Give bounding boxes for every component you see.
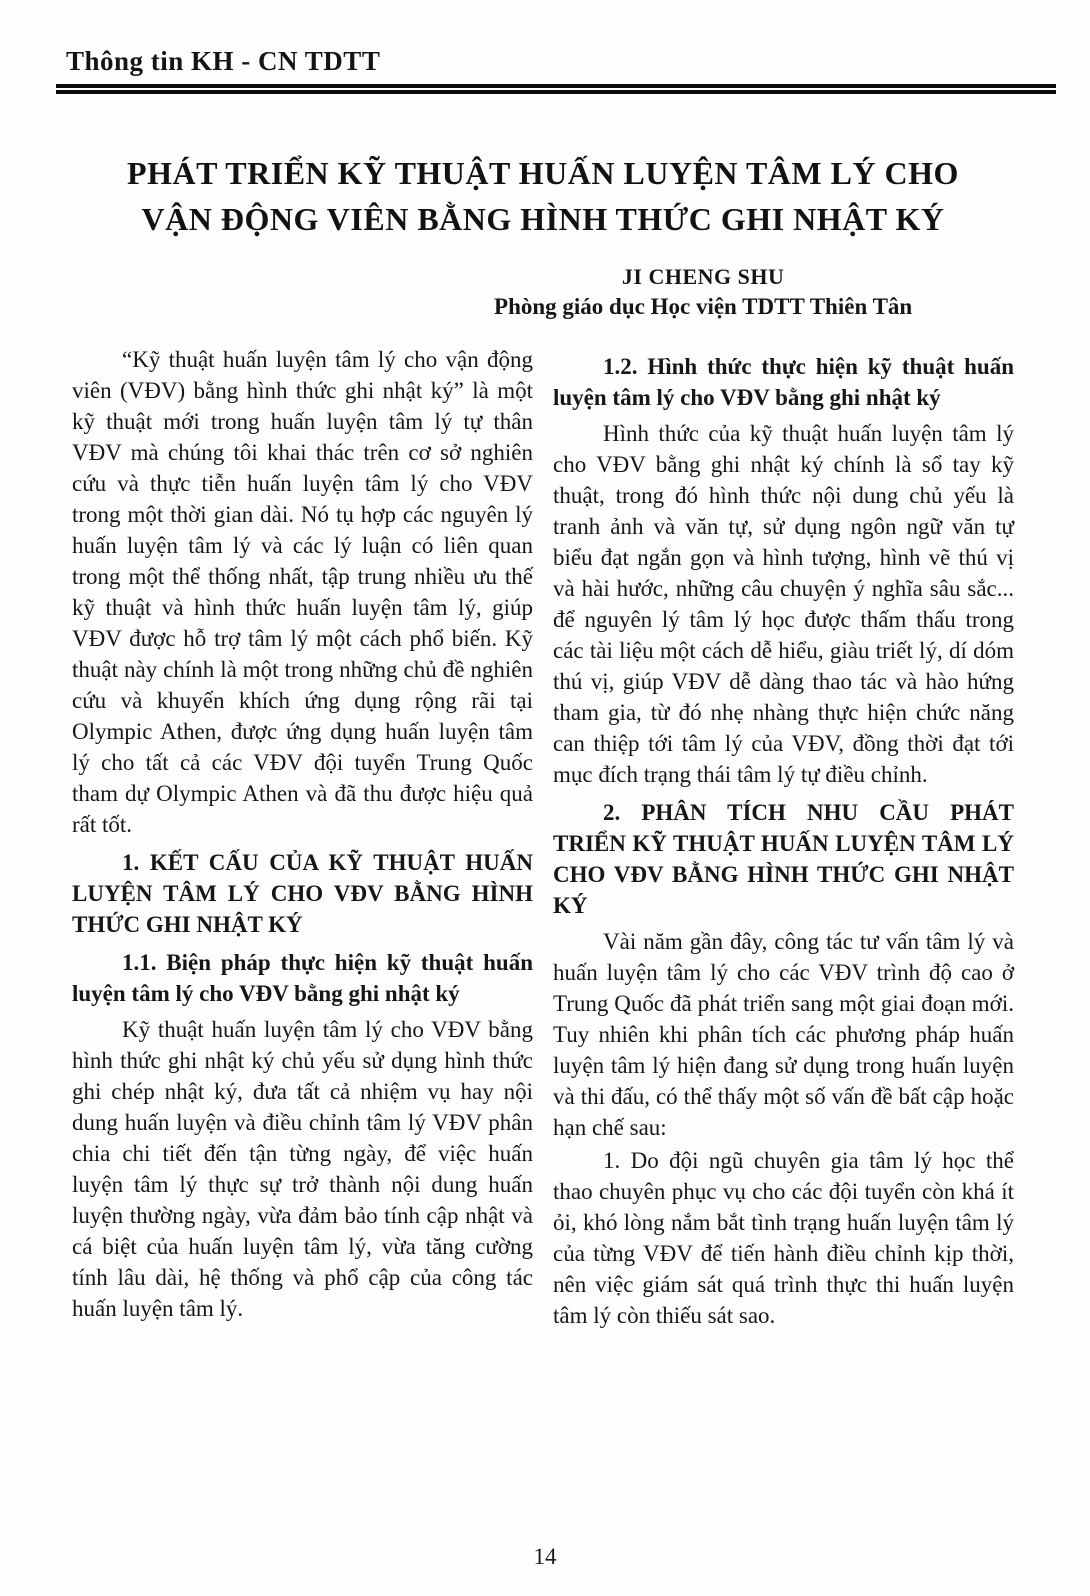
author-name: JI CHENG SHU bbox=[621, 264, 785, 289]
article-title bbox=[72, 150, 1014, 242]
two-column-body bbox=[72, 344, 1014, 1333]
left-paragraph-method: Kỹ thuật huấn luyện tâm lý cho VĐV bằng hình thức ghi nhật ký chủ yếu sử dụng hình thức ghi chép nhật ký, đưa tất cả nhiệm vụ hay nội dung huấn luyện và điều chỉnh tâm lý VĐV phân chia chi tiết đến tận từng ngày, để việc huấn luyện tâm lý thực sự trở thành nội dung huấn luyện thường ngày, vừa đảm bảo tính cập nhật và cá biệt của huấn luyện tâm lý, vừa tăng cường tính lâu dài, hệ thống và phổ cập của công tác huấn luyện tâm lý. bbox=[72, 1017, 533, 1321]
article-title-line2: VẬN ĐỘNG VIÊN BẰNG HÌNH THỨC GHI NHẬT KÝ bbox=[141, 201, 945, 237]
byline bbox=[430, 264, 976, 320]
left-column bbox=[72, 344, 533, 1333]
header-divider-rule bbox=[56, 84, 1056, 94]
right-paragraph-form: Hình thức của kỹ thuật huấn luyện tâm lý cho VĐV bằng ghi nhật ký chính là sổ tay kỹ thuật, trong đó hình thức nội dung chủ yếu là tranh ảnh và văn tự, sử dụng ngôn ngữ văn tự biểu đạt ngắn gọn và hình tượng, hình vẽ thú vị và hài hước, những câu chuyện ý nghĩa sâu sắc... để nguyên lý tâm lý học được thấm thấu trong các tài liệu một cách dễ hiểu, giàu triết lý, dí dóm thú vị, giúp VĐV dễ dàng thao tác và hào hứng tham gia, từ đó nhẹ nhàng thực hiện chức năng can thiệp tới tâm lý của VĐV, đồng thời đạt tới mục đích trạng thái tâm lý tự điều chỉnh. bbox=[553, 421, 1014, 787]
section-heading-2: 2. PHÂN TÍCH NHU CẦU PHÁT TRIỂN KỸ THUẬT HUẤN LUYỆN TÂM LÝ CHO VĐV BẰNG HÌNH THỨC GHI NHẬT KÝ bbox=[553, 800, 1014, 918]
page-number: 14 bbox=[533, 1544, 557, 1569]
right-paragraph-issue-1: 1. Do đội ngũ chuyên gia tâm lý học thể thao chuyên phục vụ cho các đội tuyển còn khá ít ỏi, khó lòng nắm bắt tình trạng huấn luyện tâm lý của từng VĐV để tiến hành điều chỉnh kịp thời, nên việc giám sát quá trình thực thi huấn luyện tâm lý còn thiếu sát sao. bbox=[553, 1148, 1014, 1328]
left-paragraph-intro: “Kỹ thuật huấn luyện tâm lý cho vận động viên (VĐV) bằng hình thức ghi nhật ký” là một kỹ thuật mới trong huấn luyện tâm lý tự thân VĐV mà chúng tôi khai thác trên cơ sở nghiên cứu và thực tiễn huấn luyện tâm lý cho VĐV trong một thời gian dài. Nó tụ hợp các nguyên lý huấn luyện tâm lý và các lý luận có liên quan trong một thể thống nhất, tập trung nhiều ưu thế kỹ thuật và hình thức huấn luyện tâm lý, giúp VĐV được hỗ trợ tâm lý một cách phổ biến. Kỹ thuật này chính là một trong những chủ đề nghiên cứu và khuyến khích ứng dụng rộng rãi tại Olympic Athen, được ứng dụng huấn luyện tâm lý cho tất cả các VĐV đội tuyển Trung Quốc tham dự Olympic Athen và đã thu được hiệu quả rất tốt. bbox=[72, 347, 533, 837]
article-title-line1: PHÁT TRIỂN KỸ THUẬT HUẤN LUYỆN TÂM LÝ CHO bbox=[127, 155, 959, 191]
right-column bbox=[553, 344, 1014, 1333]
right-paragraph-analysis: Vài năm gần đây, công tác tư vấn tâm lý và huấn luyện tâm lý cho các VĐV trình độ cao ở Trung Quốc đã phát triển sang một giai đoạn mới. Tuy nhiên khi phân tích các phương pháp huấn luyện tâm lý hiện đang sử dụng trong huấn luyện và thi đấu, có thể thấy một số vấn đề bất cập hoặc hạn chế sau: bbox=[553, 929, 1014, 1140]
section-heading-1: 1. KẾT CẤU CỦA KỸ THUẬT HUẤN LUYỆN TÂM LÝ CHO VĐV BẰNG HÌNH THỨC GHI NHẬT KÝ bbox=[72, 850, 533, 937]
journal-header: Thông tin KH - CN TDTT bbox=[66, 46, 381, 76]
section-heading-1-2: 1.2. Hình thức thực hiện kỹ thuật huấn luyện tâm lý cho VĐV bằng ghi nhật ký bbox=[553, 354, 1014, 410]
author-affiliation: Phòng giáo dục Học viện TDTT Thiên Tân bbox=[494, 294, 913, 319]
section-heading-1-1: 1.1. Biện pháp thực hiện kỹ thuật huấn luyện tâm lý cho VĐV bằng ghi nhật ký bbox=[72, 950, 533, 1006]
